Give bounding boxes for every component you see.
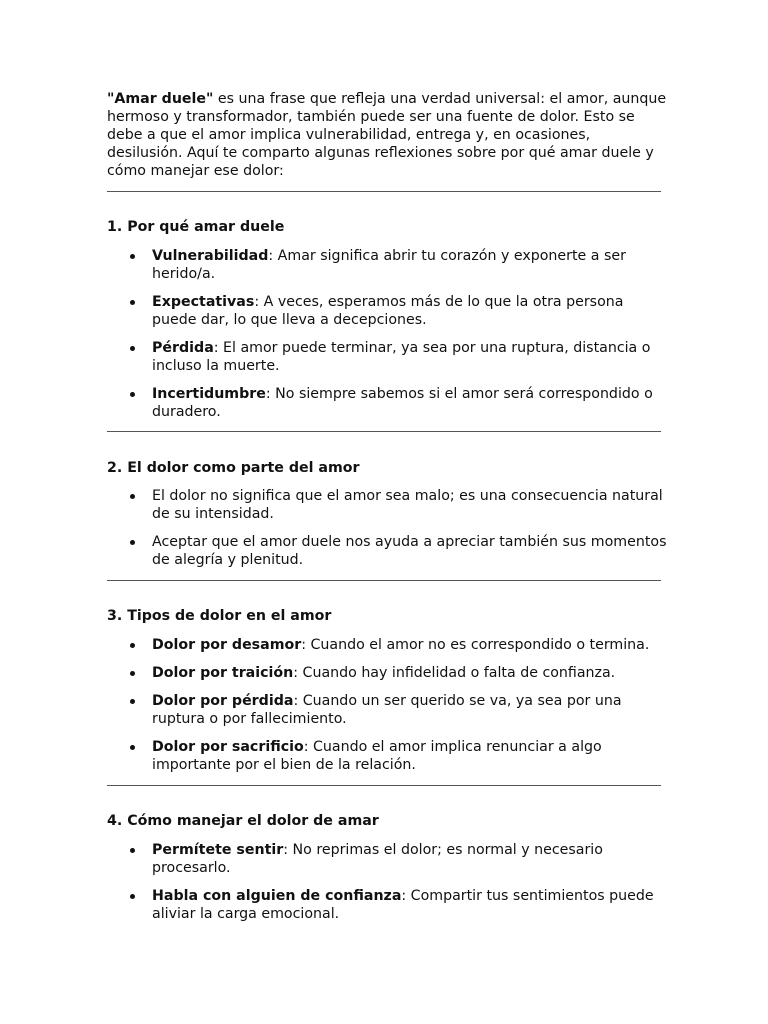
list-item — [107, 841, 667, 877]
section-2-list — [107, 487, 667, 579]
item-text: : No siempre sabemos si el amor será correspondido o duradero. — [152, 386, 653, 420]
list-item — [107, 487, 667, 523]
item-term: Dolor por sacrificio — [152, 739, 304, 755]
section-3-title: 3. Tipos de dolor en el amor — [107, 608, 332, 624]
item-text: : Cuando hay infidelidad o falta de confianza. — [293, 665, 616, 681]
item-term: Dolor por traición — [152, 665, 294, 681]
item-text: : Amar significa abrir tu corazón y exponerte a ser herido/a. — [152, 248, 626, 282]
bullet-icon — [130, 848, 135, 853]
item-text: : A veces, esperamos más de lo que la otra persona puede dar, lo que lleva a decepciones. — [152, 294, 624, 328]
list-item — [107, 385, 667, 421]
item-term: Dolor por pérdida — [152, 693, 294, 709]
bullet-icon — [130, 254, 135, 259]
item-text: : Compartir tus sentimientos puede aliviar la carga emocional. — [152, 888, 654, 922]
divider — [107, 191, 661, 192]
section-1-title: 1. Por qué amar duele — [107, 219, 285, 235]
item-text: : No reprimas el dolor; es normal y necesario procesarlo. — [152, 842, 603, 876]
section-4-title: 4. Cómo manejar el dolor de amar — [107, 813, 379, 829]
section-4-list — [107, 841, 667, 933]
divider — [107, 785, 661, 786]
bullet-icon — [130, 346, 135, 351]
list-item — [107, 247, 667, 283]
item-text: Aceptar que el amor duele nos ayuda a apreciar también sus momentos de alegría y plenitud. — [152, 534, 667, 568]
intro-paragraph — [107, 90, 667, 180]
list-item — [107, 738, 667, 774]
list-item — [107, 293, 667, 329]
section-3-list — [107, 636, 667, 784]
bullet-icon — [130, 745, 135, 750]
section-1-list — [107, 247, 667, 431]
item-text: : Cuando un ser querido se va, ya sea por una ruptura o por fallecimiento. — [152, 693, 622, 727]
item-term: Expectativas — [152, 294, 255, 310]
item-term: Pérdida — [152, 340, 214, 356]
item-text: El dolor no significa que el amor sea malo; es una consecuencia natural de su intensidad. — [152, 488, 663, 522]
item-term: Incertidumbre — [152, 386, 266, 402]
item-term: Dolor por desamor — [152, 637, 302, 653]
item-text: : El amor puede terminar, ya sea por una ruptura, distancia o incluso la muerte. — [152, 340, 651, 374]
list-item — [107, 664, 667, 682]
divider — [107, 580, 661, 581]
bullet-icon — [130, 671, 135, 676]
divider — [107, 431, 661, 432]
item-term: Habla con alguien de confianza — [152, 888, 402, 904]
bullet-icon — [130, 894, 135, 899]
bullet-icon — [130, 494, 135, 499]
bullet-icon — [130, 643, 135, 648]
list-item — [107, 339, 667, 375]
bullet-icon — [130, 699, 135, 704]
item-text: : Cuando el amor implica renunciar a algo importante por el bien de la relación. — [152, 739, 602, 773]
list-item — [107, 636, 667, 654]
section-2-title: 2. El dolor como parte del amor — [107, 460, 360, 476]
bullet-icon — [130, 392, 135, 397]
intro-bold: "Amar duele" — [107, 91, 214, 107]
item-text: : Cuando el amor no es correspondido o termina. — [301, 637, 650, 653]
list-item — [107, 887, 667, 923]
bullet-icon — [130, 540, 135, 545]
intro-text: es una frase que refleja una verdad universal: el amor, aunque hermoso y transformador, también puede ser una fuente de dolor. Esto se debe a que el amor implica vulnerabilidad, entrega y, en ocasiones, desilusión. Aquí te comparto algunas reflexiones sobre por qué amar duele y cómo manejar ese dolor: — [107, 91, 667, 179]
list-item — [107, 533, 667, 569]
item-term: Vulnerabilidad — [152, 248, 269, 264]
bullet-icon — [130, 300, 135, 305]
item-term: Permítete sentir — [152, 842, 284, 858]
list-item — [107, 692, 667, 728]
